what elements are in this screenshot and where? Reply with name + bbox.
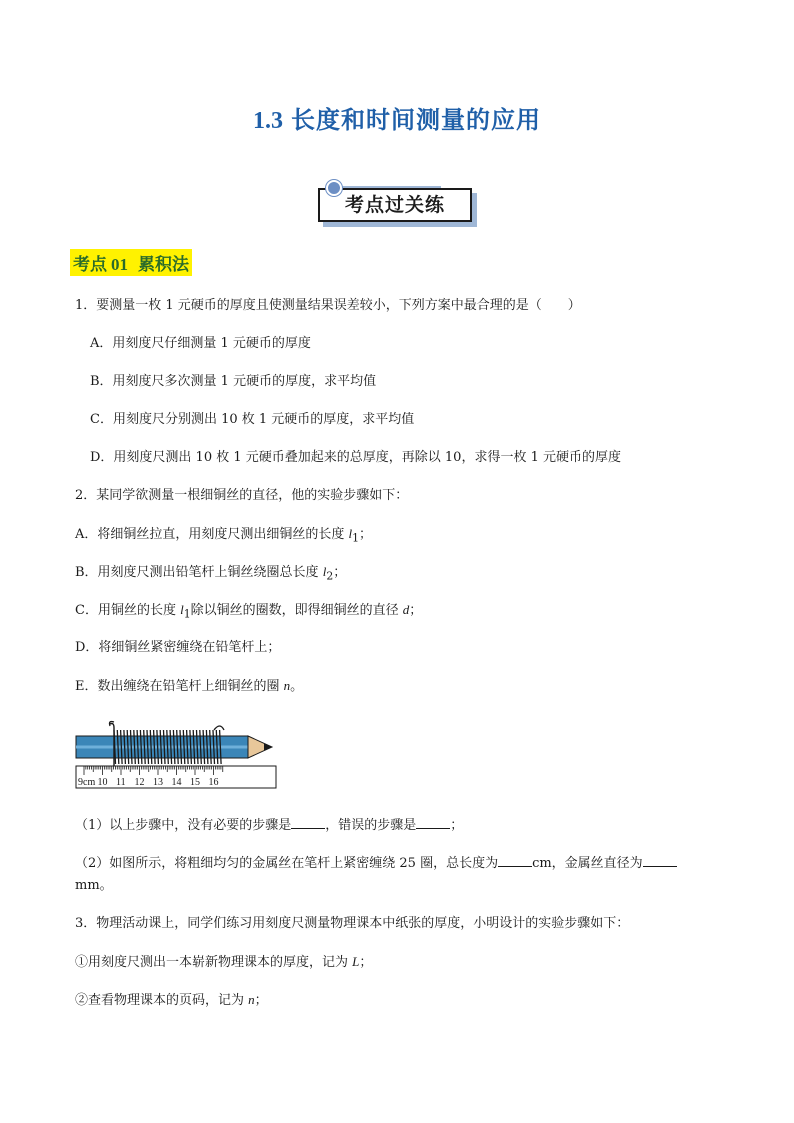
step-text: A．将细铜丝拉直，用刻度尺测出细铜丝的长度 [75, 527, 349, 542]
coil-turn [160, 730, 162, 764]
ruler-label: 11 [116, 777, 126, 788]
step-end: ； [359, 527, 373, 542]
coil-turn [140, 730, 142, 764]
coil-turn [200, 730, 202, 764]
step-mid: 除以铜丝的圈数，即得细铜丝的直径 [190, 603, 403, 618]
coil-turn [144, 730, 146, 764]
coil-turn [154, 730, 156, 764]
q3-step2 [75, 992, 268, 1009]
ruler-label: 9cm [78, 777, 96, 788]
q1-option-d: D．用刻度尺测出 10 枚 1 元硬币叠加起来的总厚度，再除以 10，求得一枚 1 元硬币的厚度 [90, 450, 621, 465]
q3-step1 [75, 954, 372, 971]
q3-stem: 3．物理活动课上，同学们练习用刻度尺测量物理课本中纸张的厚度，小明设计的实验步骤如下： [75, 916, 630, 931]
coil-turn [150, 730, 152, 764]
coil-turn [173, 730, 175, 764]
step-text: E．数出缠绕在铅笔杆上细铜丝的圈 [75, 679, 284, 694]
q2-step-e [75, 678, 303, 695]
pencil-ruler-figure [74, 720, 280, 792]
q1-option-c: C．用刻度尺分别测出 10 枚 1 元硬币的厚度，求平均值 [90, 412, 415, 427]
ruler-label: 12 [134, 777, 145, 788]
section-heading [70, 249, 192, 276]
q1-stem: 1．要测量一枚 1 元硬币的厚度且使测量结果误差较小，下列方案中最合理的是（ ） [75, 298, 581, 313]
sub1-text-c: ； [450, 818, 464, 833]
step-sub: 1 [352, 531, 360, 545]
sub1-text-b: ，错误的步骤是 [325, 818, 417, 833]
coil-turn [197, 730, 199, 764]
coil-turn [117, 730, 119, 764]
section-number: 01 [111, 255, 128, 274]
q2-sub1 [75, 816, 463, 834]
badge-dot-icon [326, 180, 342, 196]
step2-text: ②查看物理课本的页码，记为 [75, 993, 249, 1008]
q2-sub2-unit: mm。 [75, 878, 113, 893]
q2-step-a [75, 526, 372, 547]
coil-turn [167, 730, 169, 764]
ruler-label: 15 [190, 777, 200, 788]
section-badge [316, 180, 476, 224]
step-sub: 1 [183, 607, 191, 621]
coil-turn [216, 730, 218, 764]
answer-blank[interactable] [643, 854, 677, 867]
q2-step-c [75, 602, 422, 623]
coil-turn [206, 730, 208, 764]
step1-end: ； [359, 955, 373, 970]
step-text: B．用刻度尺测出铅笔杆上铜丝绕圈总长度 [75, 565, 323, 580]
q1-option-b: B．用刻度尺多次测量 1 元硬币的厚度，求平均值 [90, 374, 377, 389]
title-text: 长度和时间测量的应用 [291, 106, 541, 134]
step1-var: L [352, 954, 360, 969]
coil-turn [164, 730, 166, 764]
ruler-label: 16 [208, 777, 219, 788]
answer-blank[interactable] [291, 816, 325, 829]
step-var: l [348, 526, 353, 541]
ruler-label: 13 [153, 777, 163, 788]
step-text: C．用铜丝的长度 [75, 603, 181, 618]
coil-turn [193, 730, 195, 764]
sub1-text-a: （1）以上步骤中，没有必要的步骤是 [75, 818, 292, 833]
coil-turn [177, 730, 179, 764]
step-end: ； [409, 603, 423, 618]
coil-turn [220, 730, 222, 764]
step-end: 。 [290, 679, 304, 694]
step-end: ； [333, 565, 347, 580]
ruler-label: 14 [171, 777, 182, 788]
q2-step-b [75, 564, 346, 585]
coil-turn [180, 730, 182, 764]
coil-turn [210, 730, 212, 764]
coil-turn [124, 730, 126, 764]
coil-turn [183, 730, 185, 764]
coil-turn [127, 730, 129, 764]
coil-turn [190, 730, 192, 764]
answer-blank[interactable] [416, 816, 450, 829]
step-var: n [283, 678, 291, 693]
step2-var: n [248, 992, 255, 1007]
coil-turn [137, 730, 139, 764]
q1-option-a: A．用刻度尺仔细测量 1 元硬币的厚度 [90, 336, 311, 351]
sub2-text-a: （2）如图所示，将粗细均匀的金属丝在笔杆上紧密缠绕 25 圈，总长度为 [75, 856, 499, 871]
step-var: l [322, 564, 327, 579]
page-title [0, 100, 794, 135]
title-number: 1.3 [253, 108, 283, 134]
step1-text: ①用刻度尺测出一本崭新物理课本的厚度，记为 [75, 955, 353, 970]
coil-turn [187, 730, 189, 764]
coil-turn [157, 730, 159, 764]
q2-sub2 [75, 854, 677, 872]
coil-turn [121, 730, 123, 764]
step-var2: d [402, 602, 410, 617]
section-prefix: 考点 [73, 255, 107, 275]
coil-turn [203, 730, 205, 764]
coil-turn [170, 730, 172, 764]
coil-turn [147, 730, 149, 764]
step2-end: ； [254, 993, 268, 1008]
q2-step-d: D．将细铜丝紧密缠绕在铅笔杆上； [75, 640, 281, 655]
coil-turn [131, 730, 133, 764]
section-name: 累积法 [138, 255, 189, 275]
coil-turn [134, 730, 136, 764]
badge-label: 考点过关练 [318, 188, 472, 222]
sub2-text-b: cm，金属丝直径为 [532, 856, 643, 871]
ruler-label: 10 [97, 777, 108, 788]
answer-blank[interactable] [498, 854, 532, 867]
step-sub: 2 [326, 569, 334, 583]
q2-stem: 2．某同学欲测量一根细铜丝的直径，他的实验步骤如下： [75, 488, 409, 503]
coil-turn [213, 730, 215, 764]
step-var: l [180, 602, 184, 617]
